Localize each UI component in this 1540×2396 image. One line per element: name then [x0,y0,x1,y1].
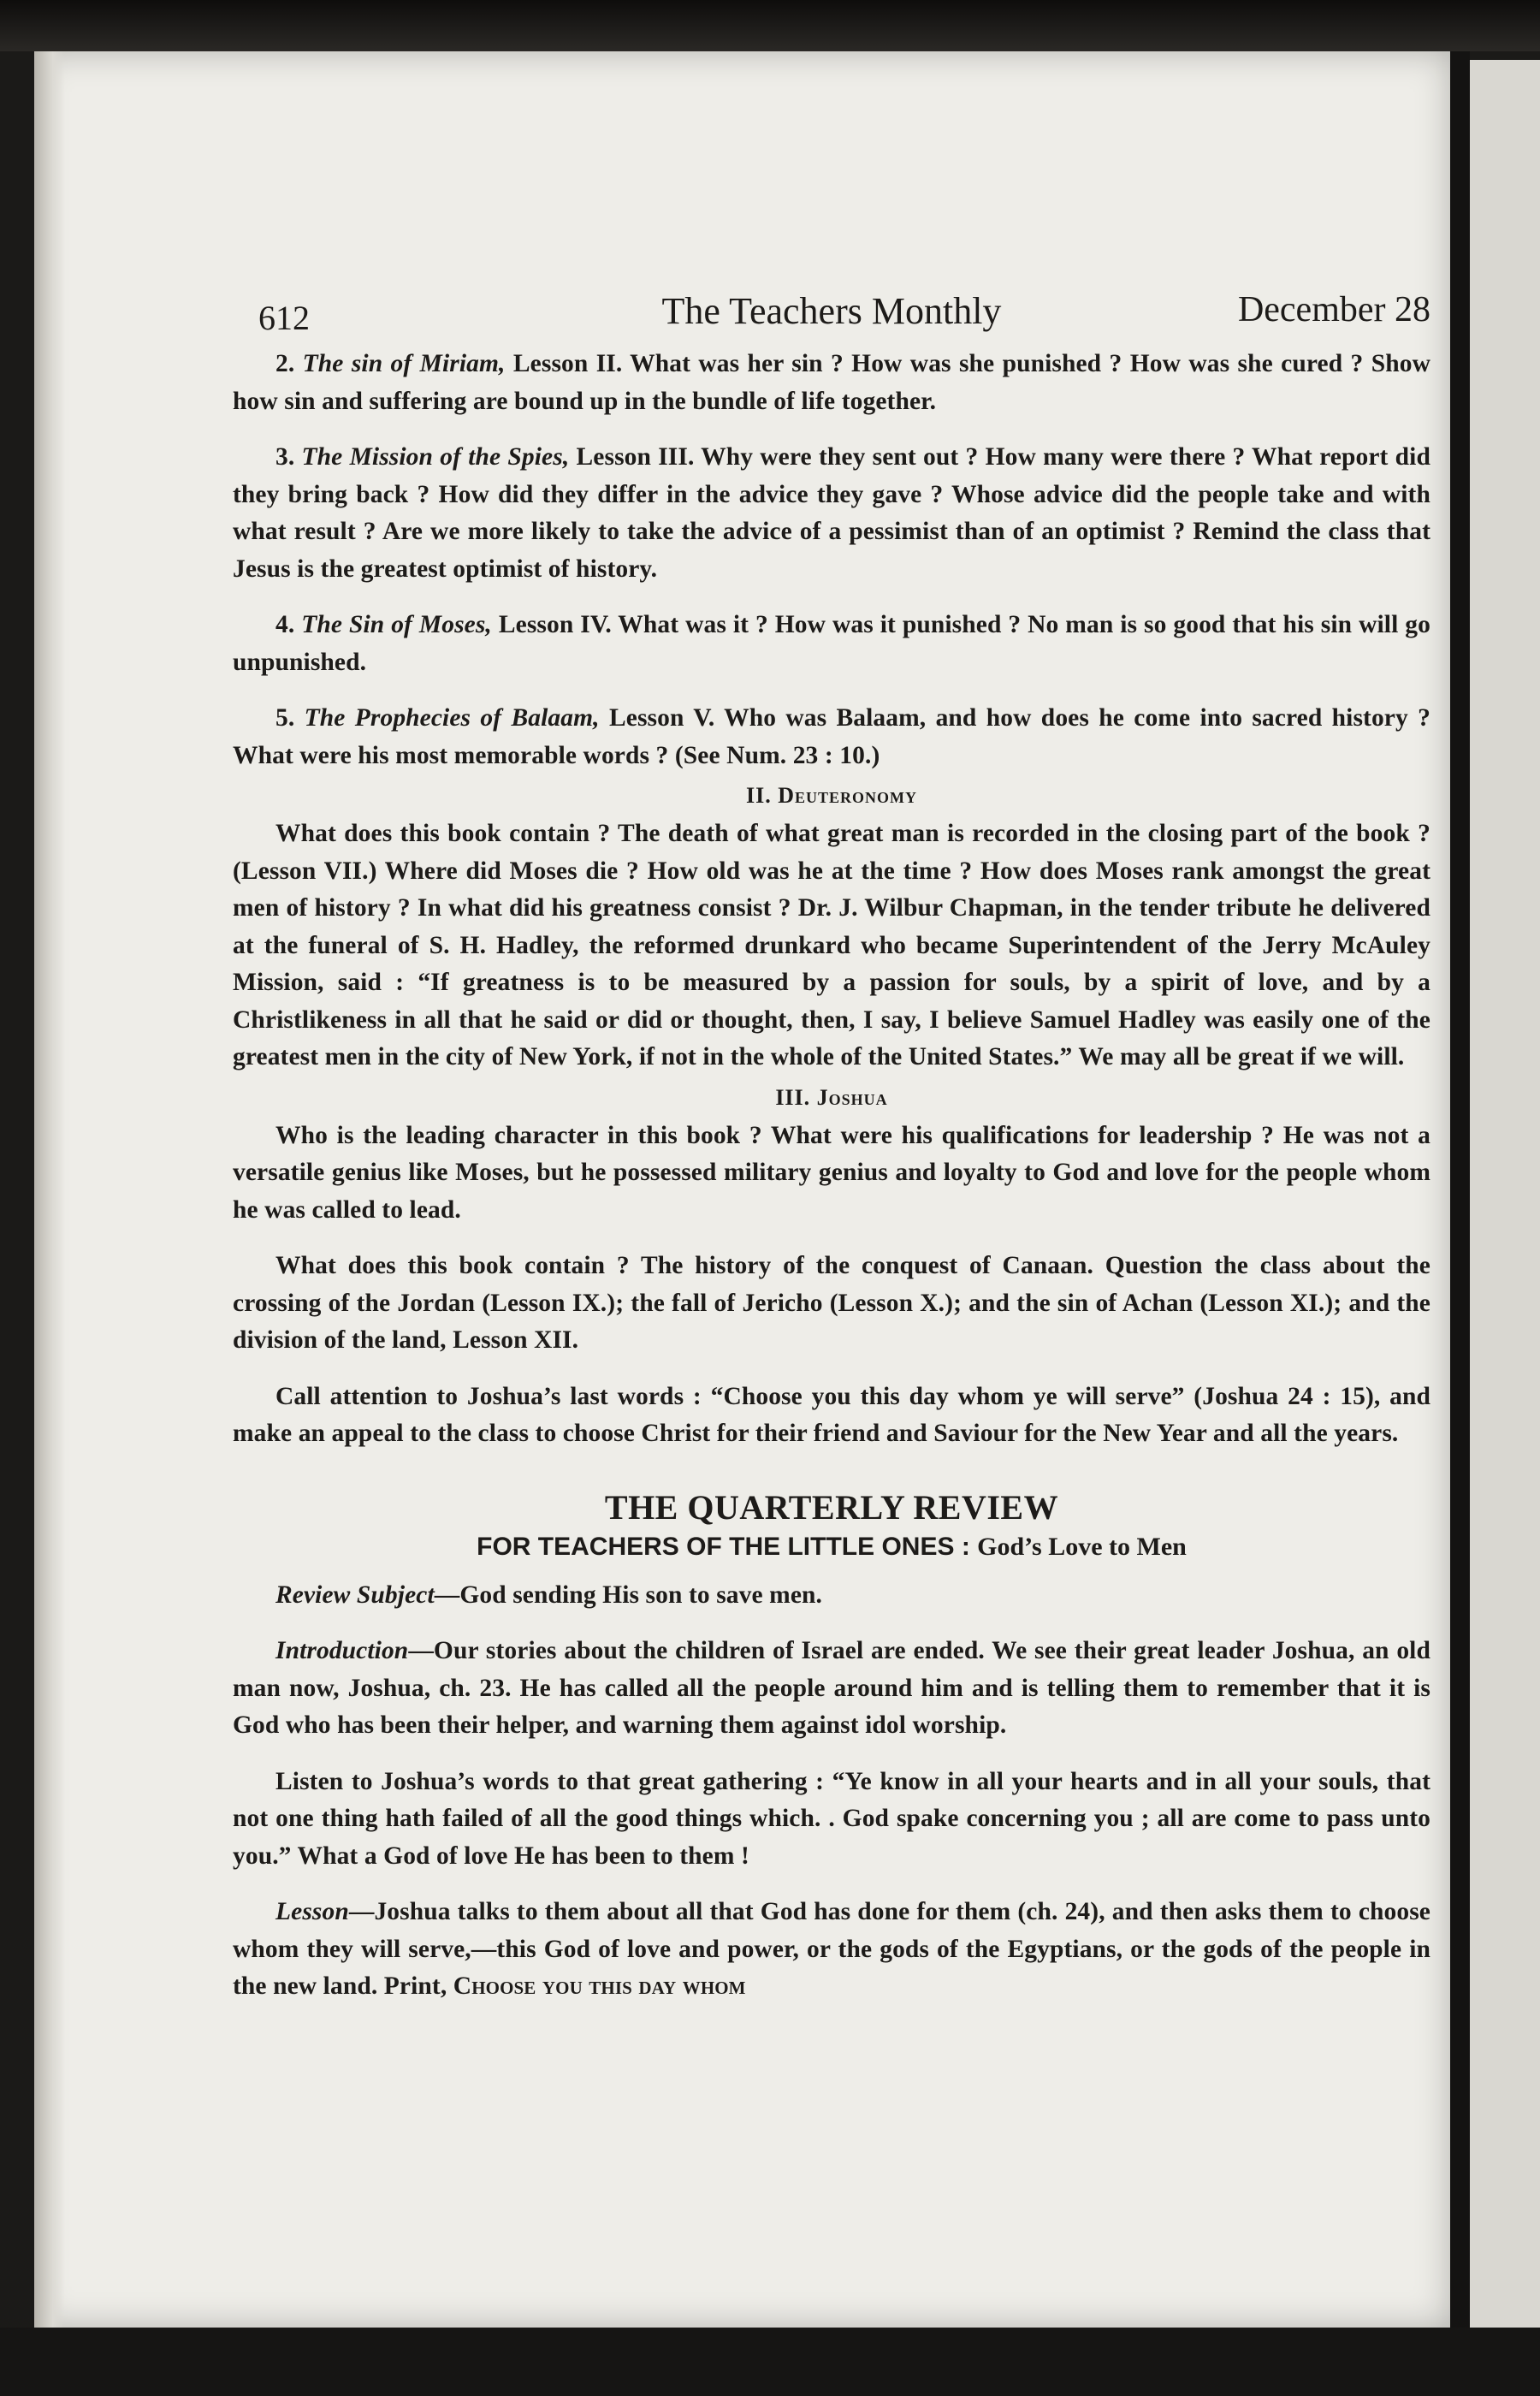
book-spine-shadow [1450,51,1470,2345]
lesson-paragraph: Lesson—Joshua talks to them about all that God has done for them (ch. 24), and then asks them to choose whom they will serve,—this God of love and power, or the gods of the Egyptians, or the gods of the people in the new land. Print, Choose you this day whom [233,1898,1430,2000]
next-page-edge [1470,60,1540,2328]
introduction-label: Introduction [275,1637,409,1664]
page-number: 612 [258,299,310,337]
review-subject-label: Review Subject [275,1581,435,1609]
item-paragraph: 3. The Mission of the Spies, Lesson III. Why were they sent out ? How many were there ? What report did they bring back ? How did they differ in the advice they gave ? Whose advice did the people take and with what result ? Are we more likely to take the advice of a pessimist than of an optimist ? Remind the class that Jesus is the greatest optimist of history. [233,443,1430,583]
introduction-paragraph: Introduction—Our stories about the children of Israel are ended. We see their great leader Joshua, an old man now, Joshua, ch. 23. He has called all the people around him and is telling them to remember that it is God who has been their helper, and warning them against idol worship. [233,1637,1430,1739]
joshua-paragraph: Who is the leading character in this book ? What were his qualifications for leadership ? He was not a versatile genius like Moses, but he possessed military genius and loyalty to God and love for the people whom he was called to lead. [233,1121,1430,1224]
scan-top-edge [0,0,1540,51]
section-heading-deuteronomy: II. Deuteronomy [745,783,918,808]
item-paragraph: 5. The Prophecies of Balaam, Lesson V. Who was Balaam, and how does he come into sacred history ? What were his most memorable words ? (See Num. 23 : 10.) [233,704,1430,769]
page-content [233,282,1430,2006]
item-title: The Prophecies of Balaam, [304,704,600,732]
review-subject-paragraph: Review Subject—God sending His son to save men. [275,1581,822,1609]
lesson-caps-text: Choose you this day whom [453,1972,746,2000]
scan-bottom-edge [0,2328,1540,2396]
quarterly-review-subtitle: FOR TEACHERS OF THE LITTLE ONES : God’s Love to Men [477,1532,1187,1561]
section-heading-joshua: III. Joshua [775,1084,888,1110]
item-paragraph: 2. The sin of Miriam, Lesson II. What was her sin ? How was she punished ? How was she cured ? Show how sin and suffering are bound up in the bundle of life together. [233,350,1430,415]
lesson-label: Lesson [275,1898,349,1925]
running-header [233,282,1430,337]
running-title: The Teachers Monthly [661,290,1002,332]
joshua-paragraph: What does this book contain ? The history of the conquest of Canaan. Question the class about the crossing of the Jordan (Lesson IX.); the fall of Jericho (Lesson X.); and the sin of Achan (Lesson XI.); and the division of the land, Lesson XII. [233,1252,1430,1354]
item-title: The sin of Miriam, [302,350,506,377]
quarterly-review-title: THE QUARTERLY REVIEW [604,1487,1059,1527]
listen-paragraph: Listen to Joshua’s words to that great gathering : “Ye know in all your hearts and in all your souls, that not one thing hath failed of all the good things which. . God spake concerning you ; all are come to pass unto you.” What a God of love He has been to them ! [233,1767,1430,1870]
item-title: The Mission of the Spies, [301,443,570,471]
book-page [34,51,1450,2328]
item-title: The Sin of Moses, [301,611,492,638]
item-paragraph: 4. The Sin of Moses, Lesson IV. What was it ? How was it punished ? No man is so good that his sin will go unpunished. [233,611,1430,676]
header-date: December 28 [1237,290,1430,329]
joshua-paragraph: Call attention to Joshua’s last words : “Choose you this day whom ye will serve” (Joshua 24 : 15), and make an appeal to the class to choose Christ for their friend and Saviour for the New Year and all the years. [233,1382,1430,1447]
deuteronomy-paragraph: What does this book contain ? The death of what great man is recorded in the closing part of the book ? (Lesson VII.) Where did Moses die ? How old was he at the time ? How does Moses rank amongst the great men of history ? In what did his greatness consist ? Dr. J. Wilbur Chapman, in the tender tribute he delivered at the funeral of S. H. Hadley, the reformed drunkard who became Superintendent of the Jerry McAuley Mission, said : “If greatness is to be measured by a passion for souls, by a spirit of love, and by a Christlikeness in all that he said or did or thought, then, I say, I believe Samuel Hadley was easily one of the greatest men in the city of New York, if not in the whole of the United States.” We may all be great if we will. [233,820,1430,1070]
